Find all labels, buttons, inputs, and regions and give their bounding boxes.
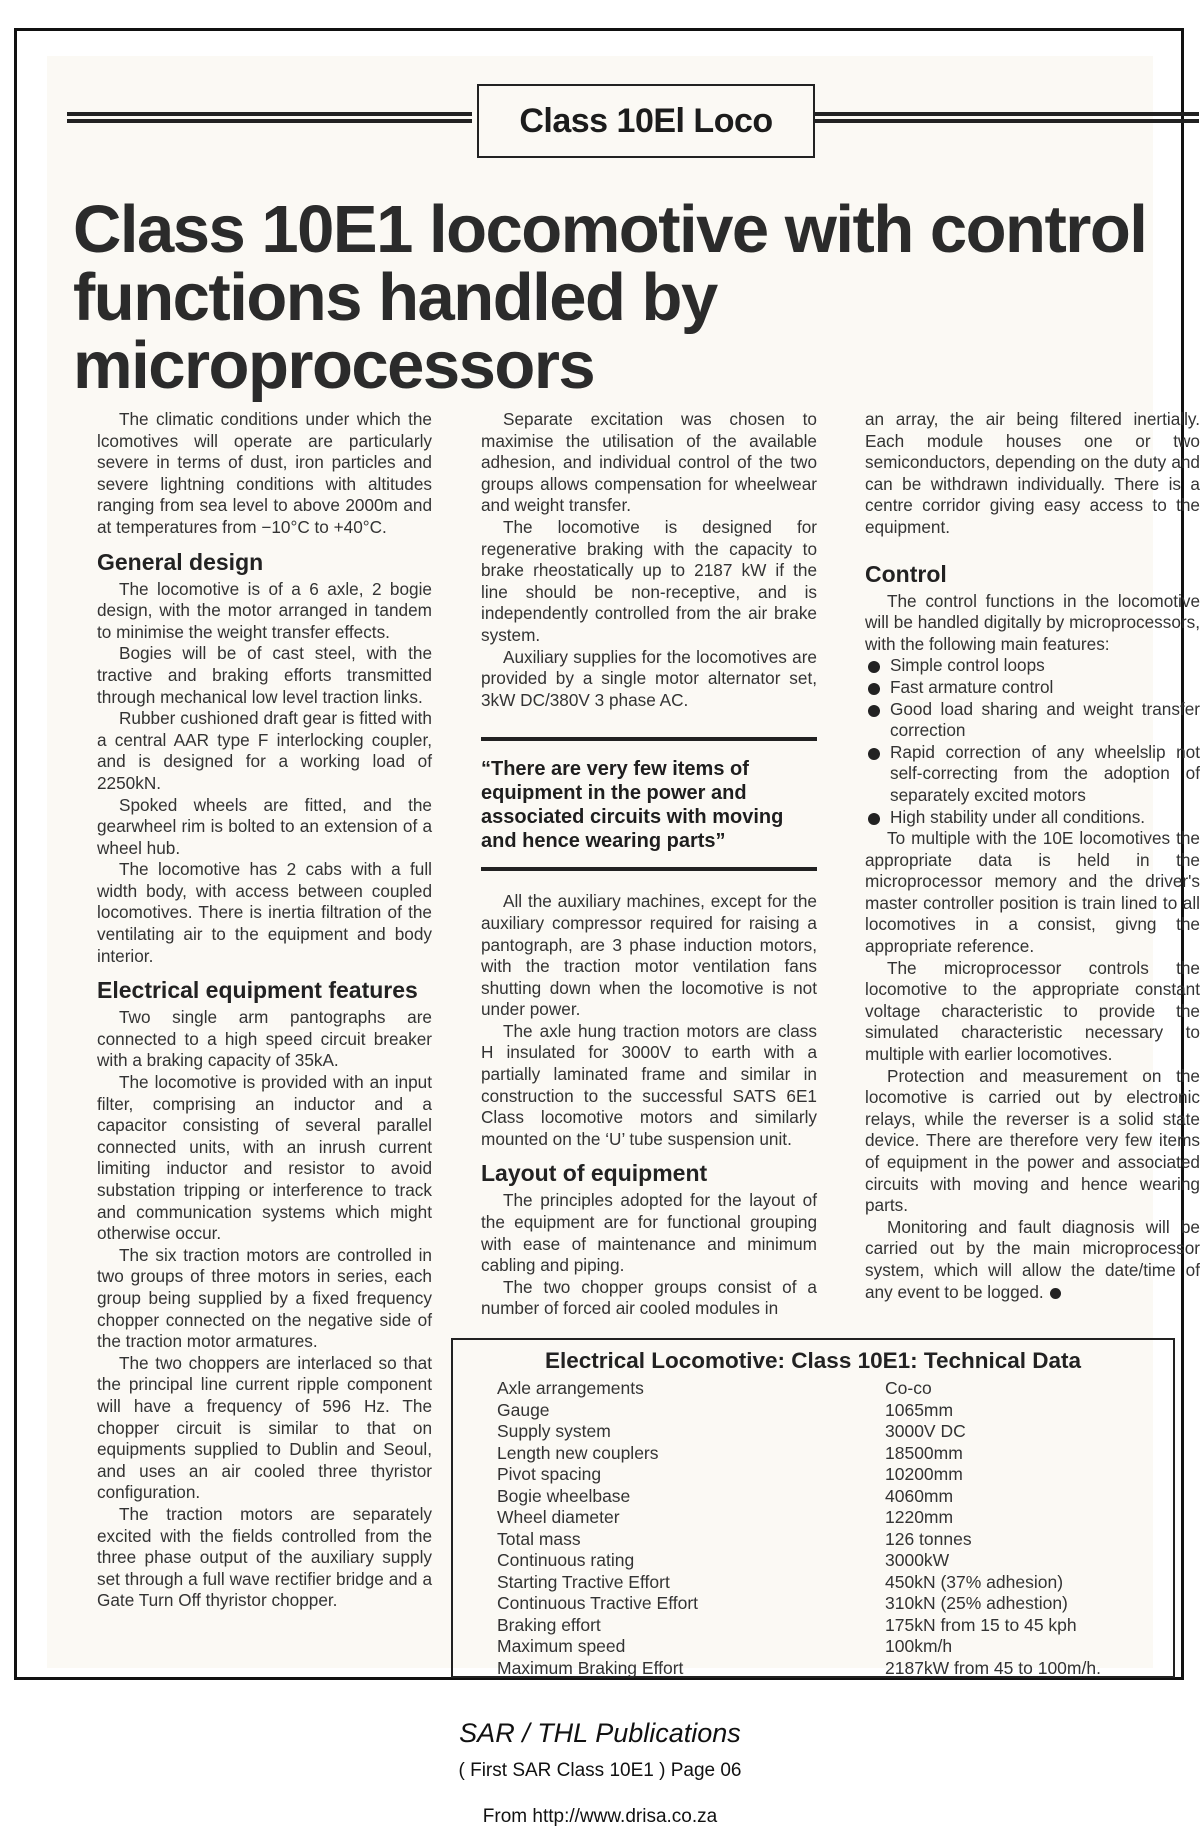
- spec-value: 310kN (25% adhestion): [885, 1593, 1068, 1613]
- section-heading-general-design: General design: [97, 548, 264, 575]
- spec-name: Supply system: [497, 1421, 611, 1441]
- table-row: [497, 1636, 1137, 1658]
- paragraph: an array, the air being filtered inertially. Each module houses one or two semiconductors, depending on the duty and can be withdrawn individually. There is a centre corridor giving easy access to the equipment.: [865, 409, 1200, 537]
- paragraph: The six traction motors are controlled in two groups of three motors in series, each group being supplied by a fixed frequency chopper connected on the negative side of the traction motor armatures.: [97, 1244, 432, 1352]
- table-row: [497, 1443, 1137, 1465]
- source-url: From http://www.drisa.co.za: [482, 1806, 718, 1827]
- spec-value: 450kN (37% adhesion): [885, 1571, 1064, 1592]
- spec-name: Gauge: [497, 1399, 550, 1420]
- spec-name: Maximum Braking Effort: [497, 1657, 684, 1678]
- banner-rule-left: [67, 112, 472, 123]
- paragraph: The two chopper groups consist of a number of forced air cooled modules in: [481, 1276, 817, 1319]
- paragraph: The principles adopted for the layout of the equipment are for functional grouping with ease of maintenance and minimum cabling and piping.: [481, 1190, 817, 1276]
- spec-value: 10200mm: [885, 1464, 963, 1484]
- section-banner: Class 10El Loco: [477, 84, 815, 158]
- table-row: [497, 1378, 1137, 1400]
- spec-name: Axle arrangements: [497, 1378, 644, 1398]
- section-heading-layout: Layout of equipment: [481, 1160, 708, 1187]
- list-item: Simple control loops: [865, 655, 1200, 677]
- spec-value: 1220mm: [885, 1507, 954, 1527]
- table-row: [497, 1464, 1137, 1486]
- spec-value: 18500mm: [885, 1442, 963, 1463]
- paragraph: The control functions in the locomotive will be handled digitally by microprocessors, with the following main features:: [865, 590, 1200, 654]
- table-row: [497, 1593, 1137, 1615]
- paragraph: [865, 1217, 1200, 1303]
- spec-name: Continuous Tractive Effort: [497, 1593, 699, 1613]
- spec-value: 3000V DC: [885, 1421, 966, 1441]
- feature-list: [865, 655, 1200, 828]
- table-row: [497, 1421, 1137, 1443]
- technical-data-table: [497, 1378, 1137, 1679]
- headline-line-1: Class 10E1 locomotive with control: [73, 192, 1147, 267]
- table-row: [497, 1486, 1137, 1508]
- spec-value: 3000kW: [885, 1550, 950, 1570]
- list-item: Good load sharing and weight transfer correction: [865, 699, 1200, 742]
- paragraph: The locomotive is designed for regenerative braking with the capacity to brake rheostatically up to 2187 kW if the line should be non-receptive, and is independently controlled from the air brake system.: [481, 516, 817, 645]
- spec-value: 2187kW from 45 to 100m/h.: [885, 1657, 1101, 1678]
- table-row: [497, 1572, 1137, 1594]
- paragraph: To multiple with the 10E locomotives the appropriate data is held in the microprocessor memory and the driver's master controller position is train lined to all locomotives in a consist, givng the appropriate reference.: [865, 828, 1200, 957]
- paragraph-text: Monitoring and fault diagnosis will be carried out by the main microprocessor system, which will allow the date/time of any event to be logged.: [865, 1216, 1200, 1302]
- pull-quote: [481, 737, 817, 871]
- publisher-credit: SAR / THL Publications: [459, 1718, 741, 1748]
- spec-value: 1065mm: [885, 1399, 954, 1420]
- paragraph: Auxiliary supplies for the locomotives are provided by a single motor alternator set, 3kW DC/380V 3 phase AC.: [481, 646, 817, 710]
- page-reference: ( First SAR Class 10E1 ) Page 06: [458, 1760, 742, 1781]
- paragraph: Rubber cushioned draft gear is fitted with a central AAR type F interlocking coupler, and is designed for a working load of 2250kN.: [97, 708, 432, 793]
- table-row: [497, 1529, 1137, 1551]
- article-column-2: [481, 409, 817, 1320]
- paragraph: Bogies will be of cast steel, with the tractive and braking efforts transmitted through mechanical low level traction links.: [97, 643, 432, 707]
- table-row: [497, 1550, 1137, 1572]
- spec-name: Braking effort: [497, 1614, 601, 1635]
- spec-value: 175kN from 15 to 45 kph: [885, 1614, 1077, 1635]
- list-item: Rapid correction of any wheelslip not self-correcting from the adoption of separately excited motors: [865, 742, 1200, 807]
- table-row: [497, 1400, 1137, 1422]
- paragraph: The locomotive has 2 cabs with a full width body, with access between coupled locomotives. There is inertia filtration of the ventilating air to the equipment and body interior.: [97, 859, 432, 966]
- paragraph: The axle hung traction motors are class H insulated for 3000V to earth with a partially laminated frame and similar in construction to the successful SATS 6E1 Class locomotive motors and similarly mounted on the ‘U’ tube suspension unit.: [481, 1020, 817, 1149]
- spec-value: 4060mm: [885, 1485, 954, 1506]
- spec-value: Co-co: [885, 1378, 932, 1398]
- paragraph: Protection and measurement on the locomotive is carried out by electronic relays, while the reverser is a solid state device. There are therefore very few items of equipment in the power and associated circuits with moving and hence wearing parts.: [865, 1065, 1200, 1216]
- magazine-page: [47, 56, 1200, 1678]
- paragraph: All the auxiliary machines, except for the auxiliary compressor required for raising a pantograph, are 3 phase induction motors, with the traction motor ventilation fans shutting down when the locomotive is not under power.: [481, 891, 817, 1020]
- spec-name: Pivot spacing: [497, 1464, 602, 1484]
- page-frame: [14, 28, 1200, 1680]
- technical-data-box: [451, 1338, 1175, 1678]
- technical-data-title: Electrical Locomotive: Class 10E1: Technical Data: [544, 1348, 1082, 1373]
- article-column-1: [97, 409, 432, 1612]
- end-of-article-bullet-icon: [1050, 1288, 1061, 1299]
- paragraph: Separate excitation was chosen to maximise the utilisation of the available adhesion, and individual control of the two groups allows compensation for wheelwear and weight transfer.: [481, 409, 817, 516]
- list-item: Fast armature control: [865, 677, 1200, 699]
- paragraph: The locomotive is of a 6 axle, 2 bogie design, with the motor arranged in tandem to minimise the weight transfer effects.: [97, 578, 432, 642]
- table-row: [497, 1507, 1137, 1529]
- spec-value: 126 tonnes: [885, 1528, 972, 1549]
- paragraph: The climatic conditions under which the lcomotives will operate are particularly severe in terms of dust, iron particles and severe lightning conditions with altitudes ranging from sea level to above 2000m and at temperatures from −10°C to +40°C.: [97, 409, 432, 537]
- paragraph: The locomotive is provided with an input filter, comprising an inductor and a capacitor consisting of several parallel connected units, with an inrush current limiting inductor and resistor to avoid substation tripping or interference to track and communication systems which might otherwise occur.: [97, 1072, 432, 1244]
- table-row: [497, 1615, 1137, 1637]
- spec-name: Continuous rating: [497, 1550, 635, 1570]
- paragraph: Spoked wheels are fitted, and the gearwheel rim is bolted to an extension of a wheel hub.: [97, 794, 432, 858]
- headline: [73, 192, 1200, 403]
- spec-name: Maximum speed: [497, 1636, 626, 1656]
- spec-name: Wheel diameter: [497, 1507, 620, 1527]
- paragraph: Two single arm pantographs are connected to a high speed circuit breaker with a braking capacity of 35kA.: [97, 1007, 432, 1071]
- article-column-3: [865, 409, 1200, 1303]
- spec-name: Bogie wheelbase: [497, 1485, 631, 1506]
- paragraph: The two choppers are interlaced so that the principal line current ripple component will have a frequency of 596 Hz. The chopper circuit is similar to that on equipments supplied to Dublin and Seoul, and uses an air cooled three thyristor configuration.: [97, 1352, 432, 1503]
- spec-value: 100km/h: [885, 1636, 953, 1656]
- paragraph: The microprocessor controls the locomotive to the appropriate constant voltage characteristic to provide the simulated characteristic necessary to multiple with earlier locomotives.: [865, 957, 1200, 1065]
- spec-name: Length new couplers: [497, 1442, 659, 1463]
- paragraph: The traction motors are separately excited with the fields controlled from the three phase output of the auxiliary supply set through a full wave rectifier bridge and a Gate Turn Off thyristor chopper.: [97, 1503, 432, 1611]
- section-heading-electrical: Electrical equipment features: [97, 977, 418, 1004]
- section-heading-control: Control: [865, 560, 947, 587]
- headline-line-2: functions handled by microprocessors: [73, 260, 717, 403]
- table-row: [497, 1658, 1137, 1680]
- spec-name: Total mass: [497, 1528, 581, 1549]
- pull-quote-text: “There are very few items of equipment in the power and associated circuits with moving and hence wearing parts”: [481, 758, 784, 853]
- banner-rule-right: [789, 112, 1199, 123]
- spec-name: Starting Tractive Effort: [497, 1571, 670, 1592]
- list-item: High stability under all conditions.: [865, 807, 1200, 829]
